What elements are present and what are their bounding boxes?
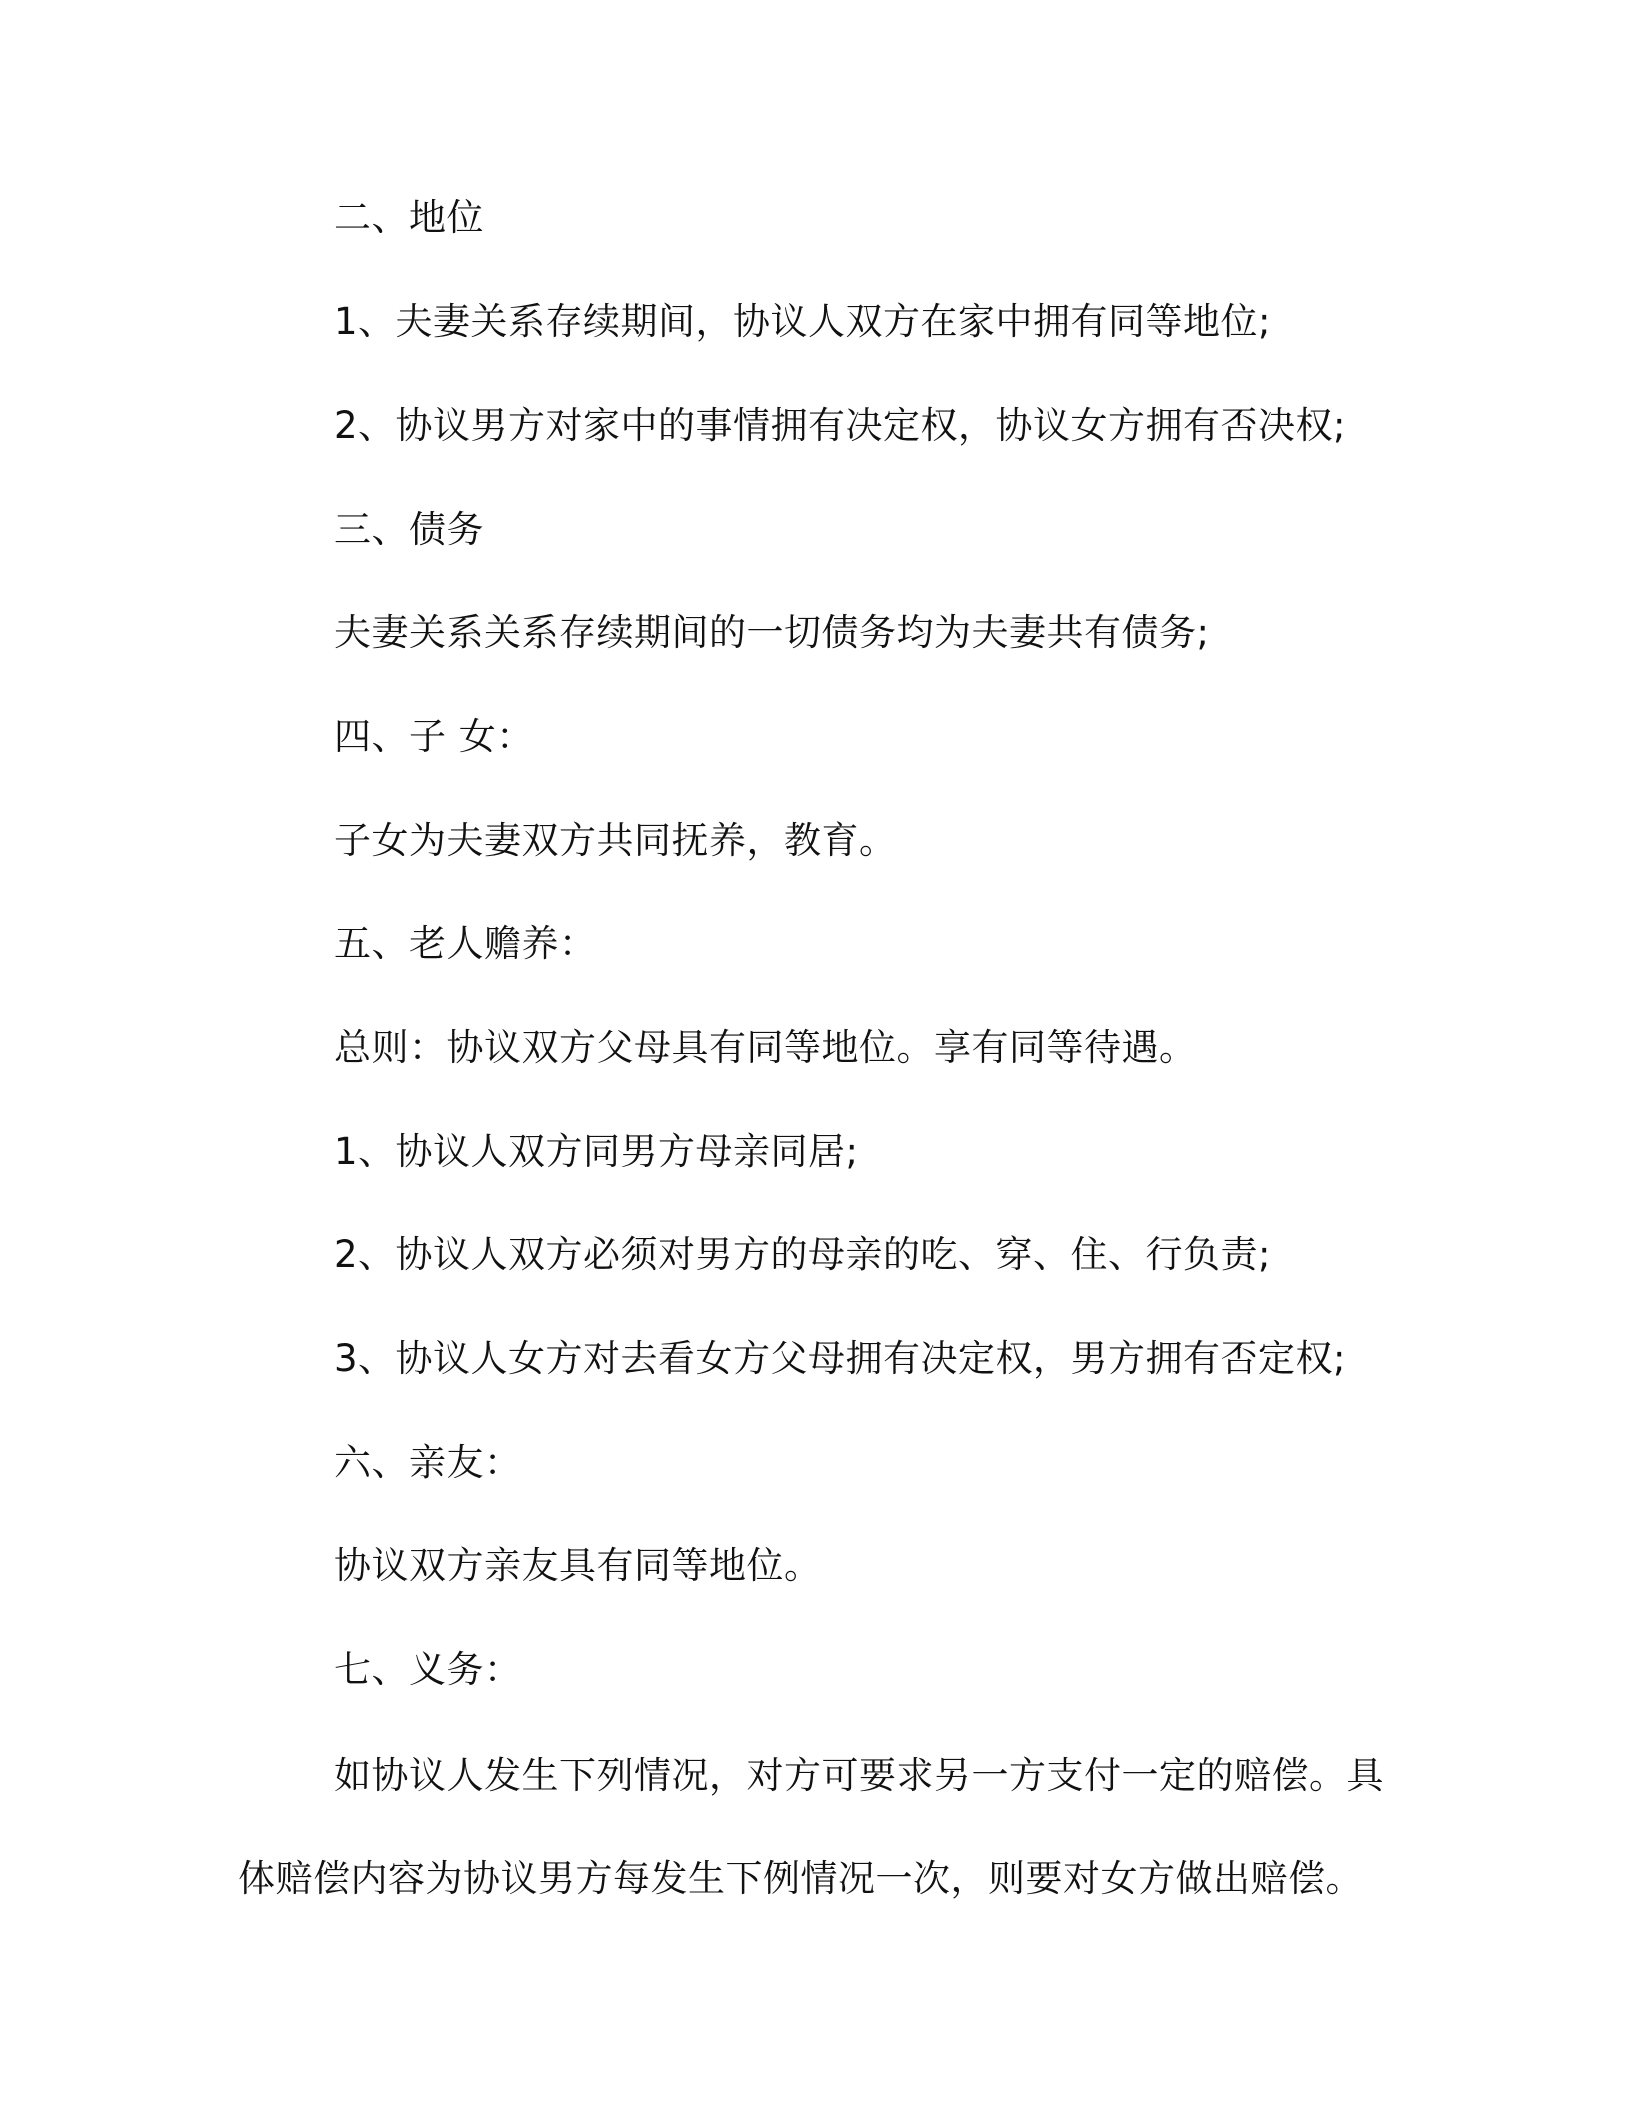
section-5-item-3: 3、协议人女方对去看女方父母拥有决定权，男方拥有否定权;: [334, 1337, 1347, 1380]
section-3-text: 夫妻关系关系存续期间的一切债务均为夫妻共有债务;: [334, 611, 1210, 654]
section-3-heading: 三、债务: [334, 508, 484, 551]
section-4-heading: 四、子 女：: [334, 715, 534, 758]
section-2-item-2: 2、协议男方对家中的事情拥有决定权，协议女方拥有否决权;: [334, 404, 1347, 447]
section-6-heading: 六、亲友：: [334, 1441, 522, 1484]
section-6-text: 协议双方亲友具有同等地位。: [334, 1544, 822, 1587]
section-7-text-line-1: 如协议人发生下列情况，对方可要求另一方支付一定的赔偿。具: [334, 1754, 1384, 1797]
section-5-item-1: 1、协议人双方同男方母亲同居;: [334, 1130, 859, 1173]
section-2-item-1: 1、夫妻关系存续期间，协议人双方在家中拥有同等地位;: [334, 300, 1272, 343]
section-5-heading: 五、老人赡养：: [334, 922, 597, 965]
section-7-heading: 七、义务：: [334, 1648, 522, 1691]
section-7-text-line-2: 体赔偿内容为协议男方每发生下例情况一次，则要对女方做出赔偿。: [238, 1857, 1363, 1900]
section-5-general: 总则：协议双方父母具有同等地位。享有同等待遇。: [334, 1026, 1197, 1069]
section-2-heading: 二、地位: [334, 196, 484, 239]
section-5-item-2: 2、协议人双方必须对男方的母亲的吃、穿、住、行负责;: [334, 1233, 1272, 1276]
section-4-text: 子女为夫妻双方共同抚养，教育。: [334, 819, 897, 862]
